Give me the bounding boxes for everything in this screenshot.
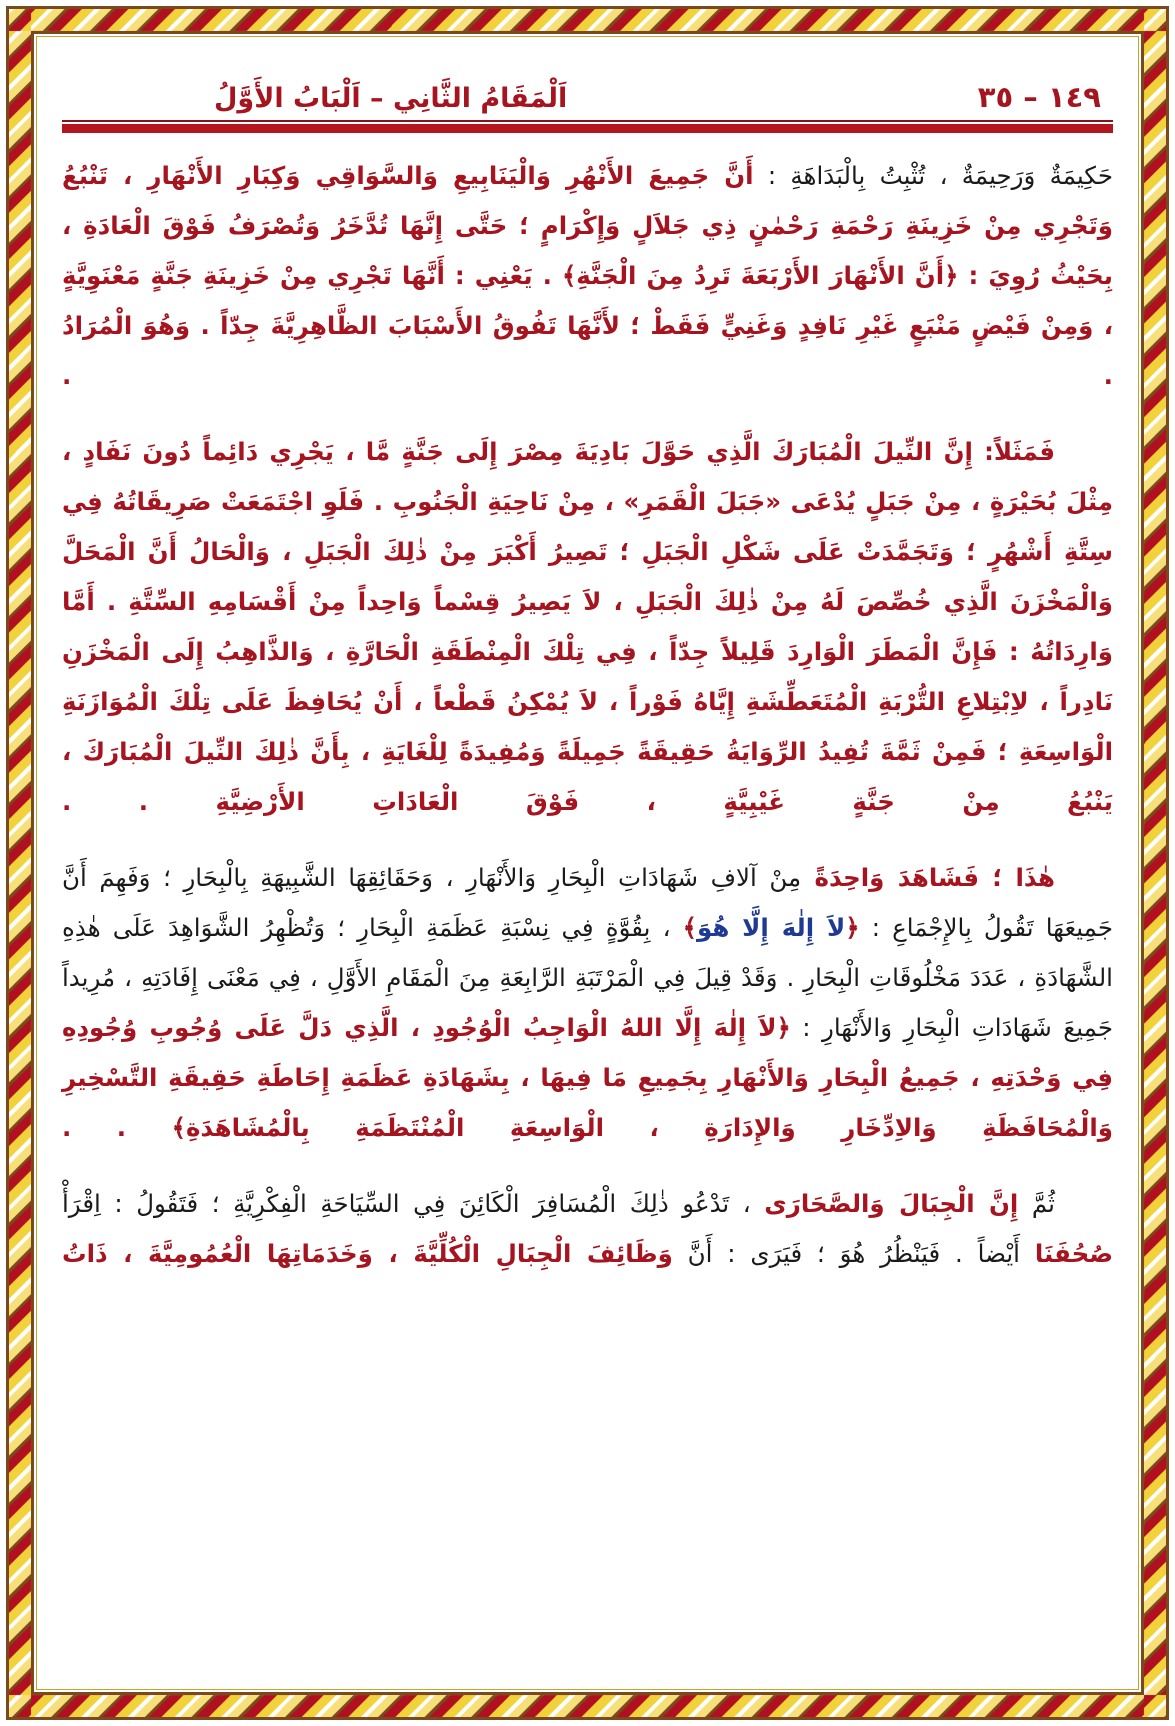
text-run: ﴾: [682, 913, 697, 942]
page-header: [48, 46, 1127, 114]
body-text: [48, 133, 1127, 1279]
text-run: ﴿: [845, 913, 860, 942]
text-run: هٰذَا ؛ فَشَاهَدَ وَاحِدَةً: [801, 863, 1056, 892]
text-run: ﴾: [561, 261, 577, 290]
text-run: وَظَائِفَ الْجِبَالِ الْكُلِّيَّةَ ، وَخَدَمَاتِهَا الْعُمُومِيَّةَ ، ذَاتُ: [62, 1239, 673, 1268]
text-run: أَيْضاً . فَيَنْظُرُ هُوَ ؛ فَيَرَى : أَنَّ: [672, 1239, 1035, 1268]
text-run: ﴿: [944, 261, 959, 290]
text-run: أَنَّ الأَنْهَارَ الأَرْبَعَةَ تَرِدُ مِنَ الْجَنَّةِ: [576, 261, 945, 290]
text-run: . .: [62, 1113, 172, 1142]
text-run: صُحُفَنَا: [1034, 1239, 1114, 1268]
text-run: لاَ إِلٰهَ إِلَّا هُوَ: [696, 913, 846, 942]
text-run: فَمَثَلاً: إِنَّ النِّيلَ الْمُبَارَكَ الَّذِي حَوَّلَ بَادِيَةَ مِصْرَ إِلَى جَنَّةٍ مَّا ، يَجْرِي دَائِماً دُونَ نَفَادٍ ، مِثْلَ بُحَيْرَةٍ ، مِنْ جَبَلٍ يُدْعَى «جَبَلَ الْقَمَرِ» ، مِنْ نَاحِيَةِ الْجَنُوبِ . فَلَوِ اجْتَمَعَتْ صَرِيقَاتُهُ فِي سِتَّةِ أَشْهُرٍ ؛ وَتَجَمَّدَتْ عَلَى شَكْلِ الْجَبَلِ ؛ تَصِيرُ أَكْبَرَ مِنْ ذٰلِكَ الْجَبَلِ ، وَالْحَالُ أَنَّ الْمَحَلَّ وَالْمَخْزَنَ الَّذِي خُصِّصَ لَهُ مِنْ ذٰلِكَ الْجَبَلِ ، لاَ يَصِيرُ قِسْماً وَاحِداً مِنْ أَقْسَامِهِ السِّتَّةِ . أَمَّا وَارِدَاتُهُ : فَإِنَّ الْمَطَرَ الْوَارِدَ قَلِيلاً جِدّاً ، فِي تِلْكَ الْمِنْطَقَةِ الْحَارَّةِ ، وَالذَّاهِبُ إِلَى الْمَخْزَنِ نَادِراً ، لاِبْتِلاعِ التُّرْبَةِ الْمُتَعَطِّشَةِ إِيَّاهُ فَوْراً ، لاَ يُمْكِنُ قَطْعاً ، أَنْ يُحَافِظَ عَلَى تِلْكَ الْمُوَازَنَةِ الْوَاسِعَةِ ؛ فَمِنْ ثَمَّةَ تُفِيدُ الرِّوَايَةُ حَقِيقَةً جَمِيلَةً وَمُفِيدَةً لِلْغَايَةِ ، بِأَنَّ ذٰلِكَ النِّيلَ الْمُبَارَكَ ، يَنْبُعُ مِنْ جَنَّةٍ غَيْبِيَّةٍ ، فَوْقَ الْعَادَاتِ الأَرْضِيَّةِ . .: [62, 437, 1113, 816]
header-divider: [48, 120, 1127, 133]
divider-line-thick: [62, 124, 1113, 133]
text-run: إِنَّ الْجِبَالَ وَالصَّحَارَى: [764, 1189, 1019, 1218]
text-run: مِنْ آلافِ شَهَادَاتِ الْبِحَارِ وَالأَنْهَارِ ، وَحَقَائِقِهَا الشَّبِيهَةِ بِالْبِحَارِ ؛ وَفَهِمَ أَنَّ جَمِيعَهَا تَقُولُ بِالإِجْمَاعِ :: [62, 863, 1113, 942]
paragraph-4: [62, 1179, 1113, 1279]
divider-line-thin: [62, 120, 1113, 122]
text-run: أَنَّ جَمِيعَ الأَنْهُرِ وَالْيَنَابِيعِ وَالسَّوَاقِي وَكِبَارِ الأَنْهَارِ ، تَنْبُعُ وَتَجْرِي مِنْ خَزِينَةِ رَحْمَةِ رَحْمٰنٍ ذِي جَلاَلٍ وَإِكْرَامٍ ؛ حَتَّى إِنَّهَا تُدَّخَرُ وَتُصْرَفُ فَوْقَ الْعَادَةِ ، بِحَيْثُ رُوِيَ :: [62, 161, 1113, 290]
paragraph-2: [62, 427, 1113, 827]
page-title: اَلْمَقَامُ الثَّانِي – اَلْبَابُ الأَوَّلُ: [214, 83, 568, 114]
text-run: حَكِيمَةٌ وَرَحِيمَةٌ ، تُثْبِتُ بِالْبَدَاهَةِ :: [753, 161, 1113, 190]
text-run: ، تَدْعُو ذٰلِكَ الْمُسَافِرَ الْكَائِنَ فِي السِّيَاحَةِ الْفِكْرِيَّةِ ؛ فَتَقُولُ : اِقْرَأْ: [62, 1189, 765, 1218]
page-content: [48, 46, 1127, 1704]
text-run: ﴾: [171, 1113, 186, 1142]
text-run: لاَ إِلٰهَ إِلَّا اللهُ الْوَاجِبُ الْوُجُودِ ، الَّذِي دَلَّ عَلَى وُجُوبِ وُجُودِهِ فِي وَحْدَتِهِ ، جَمِيعُ الْبِحَارِ وَالأَنْهَارِ بِجَمِيعِ مَا فِيهَا ، بِشَهَادَةِ عَظَمَةِ إِحَاطَةِ حَقِيقَةِ التَّسْخِيرِ وَالْمُحَافَظَةِ وَالاِدِّخَارِ وَالإِدَارَةِ ، الْوَاسِعَةِ الْمُنْتَظَمَةِ بِالْمُشَاهَدَةِ: [62, 1013, 1113, 1142]
paragraph-1: [62, 151, 1113, 401]
text-run: . يَعْنِي : أَنَّهَا تَجْرِي مِنْ خَزِينَةِ جَنَّةٍ مَعْنَوِيَّةٍ ، وَمِنْ فَيْضٍ مَنْبَعٍ غَيْرِ نَافِدٍ وَغَنِيٍّ فَقَطْ ؛ لأَنَّهَا تَفُوقُ الأَسْبَابَ الظَّاهِرِيَّةَ جِدّاً . وَهُوَ الْمُرَادُ . .: [62, 261, 1113, 390]
text-run: ﴿: [776, 1013, 791, 1042]
paragraph-3: [62, 853, 1113, 1153]
page-number: ١٤٩ – ٣٥: [977, 80, 1101, 114]
text-run: ثُمَّ: [1018, 1189, 1056, 1218]
text-run: ، بِقُوَّةٍ فِي نِسْبَةِ عَظَمَةِ الْبِحَارِ ؛ وَتُظْهِرُ الشَّوَاهِدَ عَلَى هٰذِهِ الشَّهَادَةِ ، عَدَدَ مَخْلُوقَاتِ الْبِحَارِ . وَقَدْ قِيلَ فِي الْمَرْتَبَةِ الرَّابِعَةِ مِنَ الْمَقَامِ الأَوَّلِ ، فِي مَعْنَى إِفَادَتِهِ ، مُرِيداً جَمِيعَ شَهَادَاتِ الْبِحَارِ وَالأَنْهَارِ :: [62, 913, 1113, 1042]
